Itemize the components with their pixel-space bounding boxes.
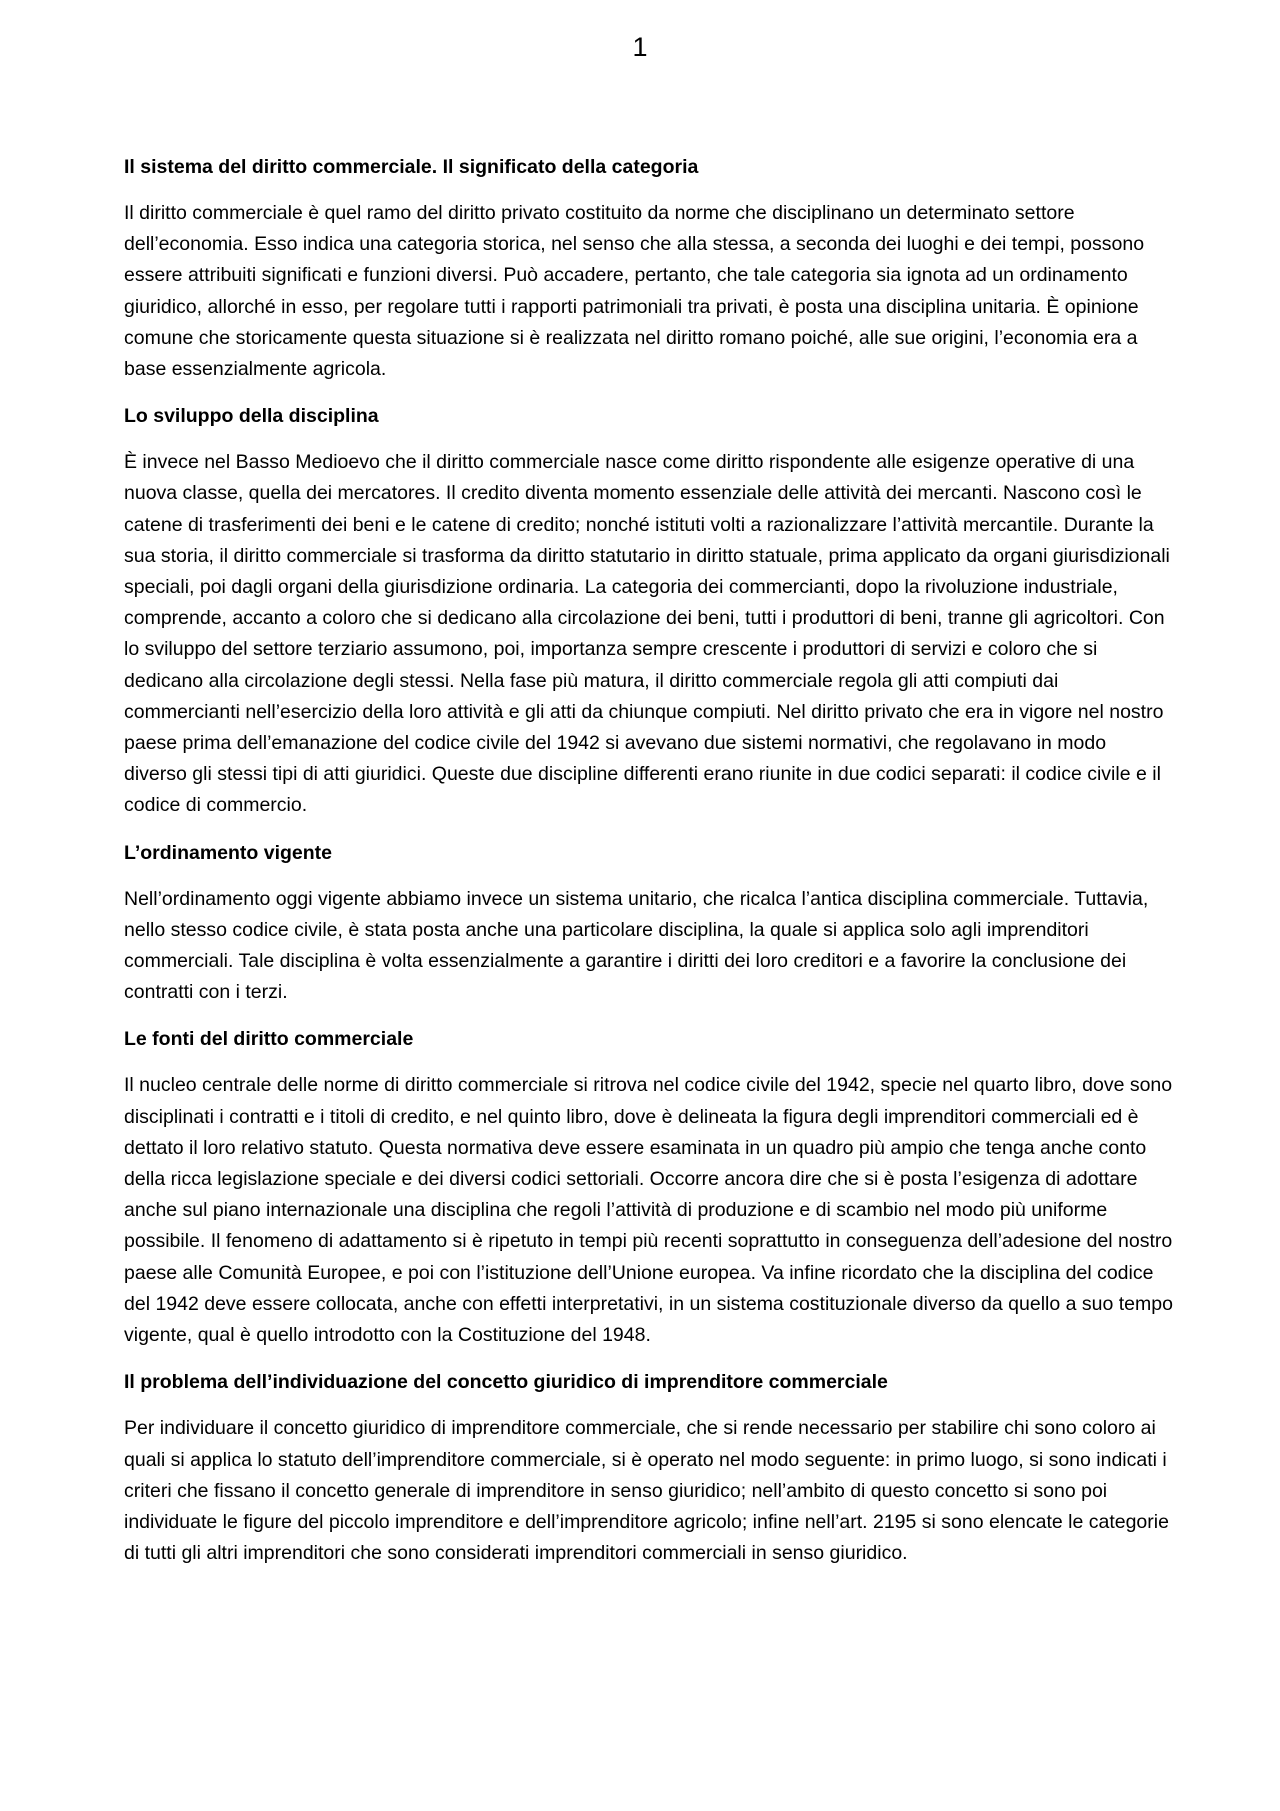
- section-imprenditore: [124, 1367, 1174, 1569]
- section-paragraph: Nell’ordinamento oggi vigente abbiamo invece un sistema unitario, che ricalca l’antica disciplina commerciale. Tuttavia, nello stesso codice civile, è stata posta anche una particolare disciplina, la quale si applica solo agli imprenditori commerciali. Tale disciplina è volta essenzialmente a garantire i diritti dei loro creditori e a favorire la conclusione dei contratti con i terzi.: [124, 887, 1149, 1004]
- section-ordinamento: [124, 838, 1174, 1009]
- section-heading: L’ordinamento vigente: [124, 841, 333, 864]
- section-fonti: [124, 1024, 1174, 1351]
- section-sistema: [124, 152, 1174, 385]
- section-heading: Il sistema del diritto commerciale. Il significato della categoria: [124, 156, 699, 178]
- section-paragraph: Il diritto commerciale è quel ramo del diritto privato costituito da norme che disciplinano un determinato settore dell’economia. Esso indica una categoria storica, nel senso che alla stessa, a seconda dei luoghi e dei tempi, possono essere attribuiti significati e funzioni diversi. Può accadere, pertanto, che tale categoria sia ignota ad un ordinamento giuridico, allorché in esso, per regolare tutti i rapporti patrimoniali tra privati, è posta una disciplina unitaria. È opinione comune che storicamente questa situazione si è realizzata nel diritto romano poiché, alle sue origini, l’economia era a base essenzialmente agricola.: [124, 202, 1145, 381]
- section-heading: Le fonti del diritto commerciale: [124, 1028, 414, 1051]
- section-paragraph: Il nucleo centrale delle norme di diritto commerciale si ritrova nel codice civile del 1942, specie nel quarto libro, dove sono disciplinati i contratti e i titoli di credito, e nel quinto libro, dove è delineata la figura degli imprenditori commerciali ed è dettato il loro relativo statuto. Questa normativa deve essere esaminata in un quadro più ampio che tenga anche conto della ricca legislazione speciale e dei diversi codici settoriali. Occorre ancora dire che si è posta l’esigenza di adottare anche sul piano internazionale una disciplina che regoli l’attività di produzione e di scambio nel modo più uniforme possibile. Il fenomeno di adattamento si è ripetuto in tempi più recenti soprattutto in conseguenza dell’adesione del nostro paese alle Comunità Europee, e poi con l’istituzione dell’Unione europea. Va infine ricordato che la disciplina del codice del 1942 deve essere collocata, anche con effetti interpretativi, in un sistema costituzionale diverso da quello a suo tempo vigente, qual è quello introdotto con la Costituzione del 1948.: [124, 1074, 1173, 1347]
- section-heading: Il problema dell’individuazione del concetto giuridico di imprenditore commerciale: [124, 1371, 888, 1394]
- section-sviluppo: [124, 401, 1174, 821]
- document-body: [124, 152, 1174, 1585]
- section-paragraph: Per individuare il concetto giuridico di imprenditore commerciale, che si rende necessario per stabilire chi sono coloro ai quali si applica lo statuto dell’imprenditore commerciale, si è operato nel modo seguente: in primo luogo, si sono indicati i criteri che fissano il concetto generale di imprenditore in senso giuridico; nell’ambito di questo concetto si sono poi individuate le figure del piccolo imprenditore e dell’imprenditore agricolo; infine nell’art. 2195 si sono elencate le categorie di tutti gli altri imprenditori che sono considerati imprenditori commerciali in senso giuridico.: [124, 1417, 1169, 1565]
- section-heading: Lo sviluppo della disciplina: [124, 405, 379, 428]
- section-paragraph: È invece nel Basso Medioevo che il diritto commerciale nasce come diritto rispondente alle esigenze operative di una nuova classe, quella dei mercatores. Il credito diventa momento essenziale delle attività dei mercanti. Nascono così le catene di trasferimenti dei beni e le catene di credito; nonché istituti volti a razionalizzare l’attività mercantile. Durante la sua storia, il diritto commerciale si trasforma da diritto statutario in diritto statuale, prima applicato da organi giurisdizionali speciali, poi dagli organi della giurisdizione ordinaria. La categoria dei commercianti, dopo la rivoluzione industriale, comprende, accanto a coloro che si dedicano alla circolazione dei beni, tutti i produttori di beni, tranne gli agricoltori. Con lo sviluppo del settore terziario assumono, poi, importanza sempre crescente i produttori di servizi e coloro che si dedicano alla circolazione degli stessi. Nella fase più matura, il diritto commerciale regola gli atti compiuti dai commercianti nell’esercizio della loro attività e gli atti da chiunque compiuti. Nel diritto privato che era in vigore nel nostro paese prima dell’emanazione del codice civile del 1942 si avevano due sistemi normativi, che regolavano in modo diverso gli stessi tipi di atti giuridici. Queste due discipline differenti erano riunite in due codici separati: il codice civile e il codice di commercio.: [124, 451, 1170, 817]
- page-number: 1: [632, 32, 648, 62]
